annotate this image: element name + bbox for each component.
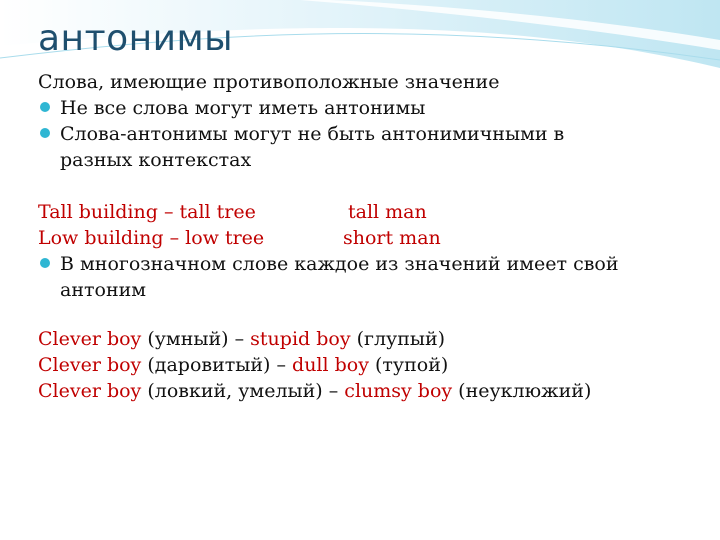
clever-term: Clever boy — [38, 354, 142, 376]
bullet-item — [38, 121, 698, 173]
example-tall-left: Tall building – tall tree — [38, 201, 256, 223]
clever-pair-row — [38, 326, 698, 352]
clever-gloss: (ловкий, умелый) – — [141, 380, 345, 402]
clever-term: Clever boy — [38, 328, 142, 350]
antonym-gloss: (глупый) — [350, 328, 446, 350]
antonym-term: dull boy — [292, 354, 369, 376]
spacer — [38, 303, 698, 326]
antonym-term: clumsy boy — [344, 380, 453, 402]
antonym-term: stupid boy — [250, 328, 351, 350]
clever-pair-row — [38, 352, 698, 378]
bullet-text-line: В многозначном слове каждое из значений имеет свой — [60, 253, 619, 275]
antonym-gloss: (тупой) — [368, 354, 449, 376]
bullet-item: Не все слова могут иметь антонимы — [38, 95, 698, 121]
clever-gloss: (даровитый) – — [141, 354, 293, 376]
bullet-item — [38, 251, 698, 303]
slide-title: антонимы — [38, 18, 234, 59]
example-low-row — [38, 225, 698, 251]
clever-term: Clever boy — [38, 380, 142, 402]
bullet-text-line: антоним — [60, 279, 147, 301]
example-low-left: Low building – low tree — [38, 227, 265, 249]
bullet-text-line: разных контекстах — [60, 149, 252, 171]
example-tall-right: tall man — [348, 201, 427, 223]
spacer — [38, 173, 698, 199]
slide-body — [38, 69, 698, 404]
clever-pair-row — [38, 378, 698, 404]
example-tall-row — [38, 199, 698, 225]
clever-gloss: (умный) – — [141, 328, 251, 350]
example-low-right: short man — [343, 227, 441, 249]
antonym-gloss: (неуклюжий) — [452, 380, 592, 402]
definition-line: Слова, имеющие противоположные значение — [38, 71, 500, 93]
bullet-text-line: Слова-антонимы могут не быть антонимичными в — [60, 123, 565, 145]
